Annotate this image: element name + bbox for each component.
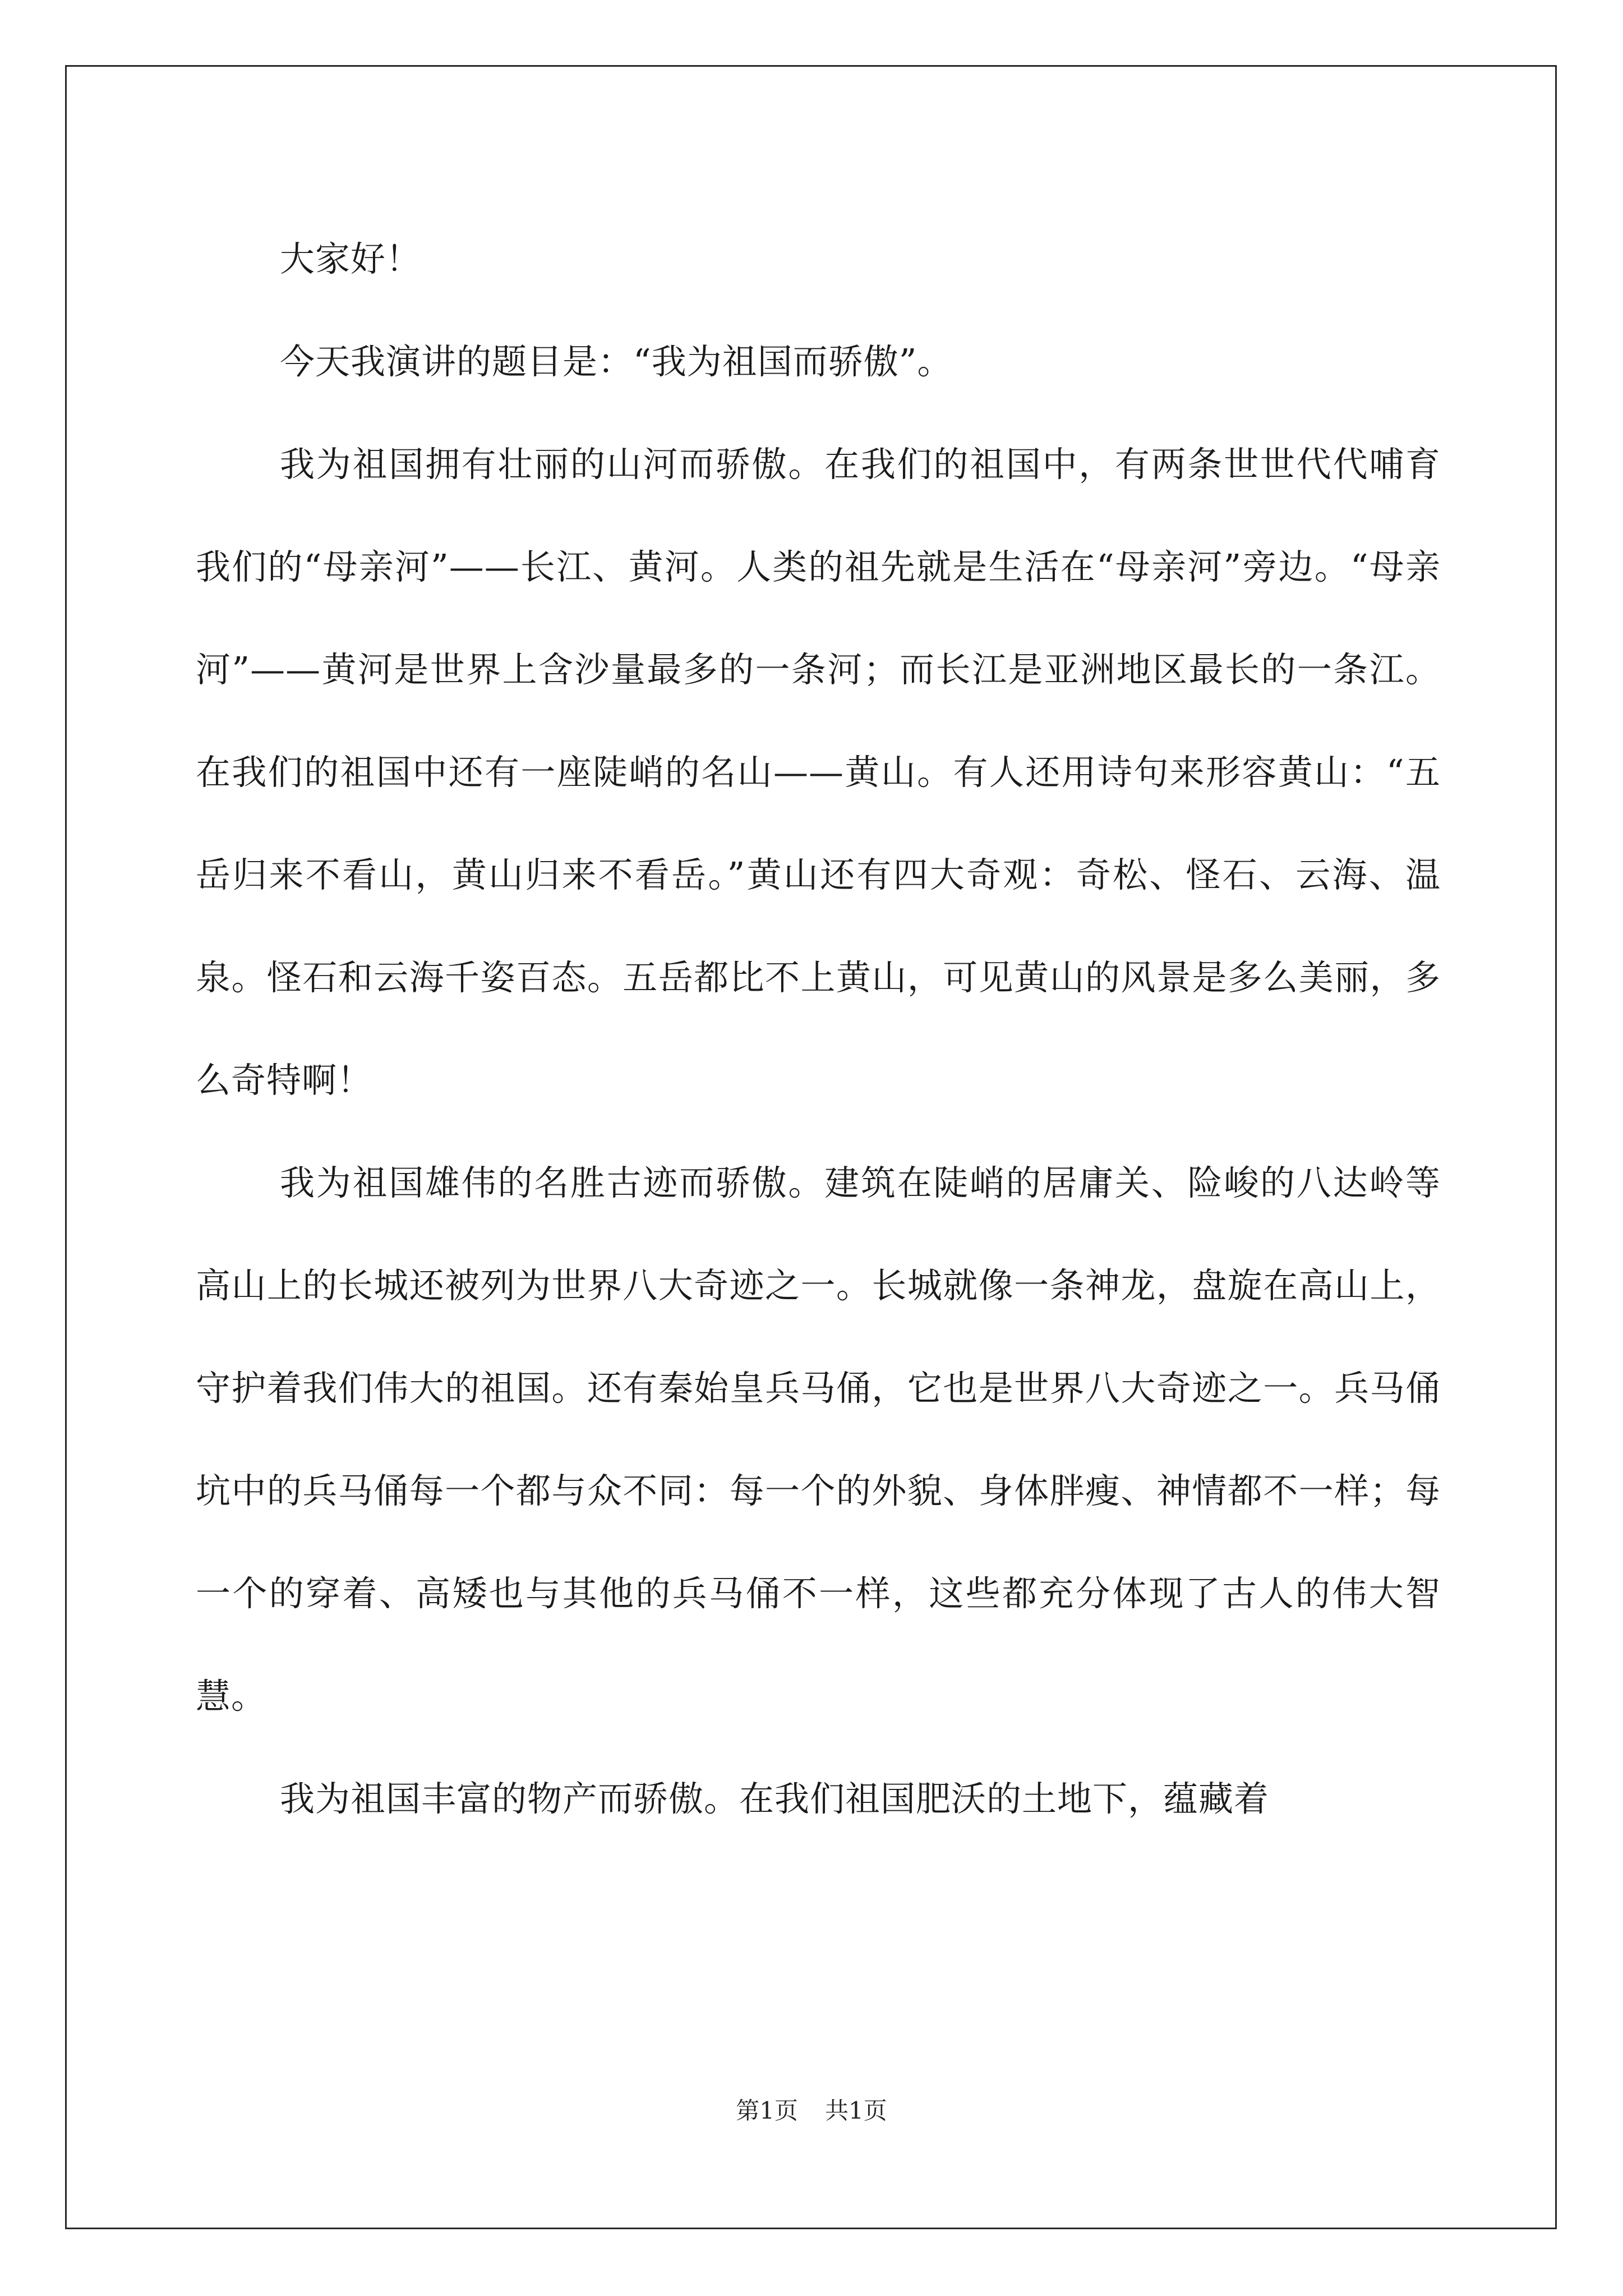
historic-sites-paragraph: 我为祖国雄伟的名胜古迹而骄傲。建筑在陡峭的居庸关、险峻的八达岭等高山上的长城还被列为世界八大奇迹之一。长城就像一条神龙，盘旋在高山上，守护着我们伟大的祖国。还有秦始皇兵马俑，它也是世界八大奇迹之一。兵马俑坑中的兵马俑每一个都与众不同：每一个的外貌、身体胖瘦、神情都不一样；每一个的穿着、高矮也与其他的兵马俑不一样，这些都充分体现了古人的伟大智慧。 xyxy=(196,1162,1441,1717)
greeting-paragraph: 大家好！ xyxy=(280,238,422,279)
topic-paragraph: 今天我演讲的题目是：“我为祖国而骄傲”。 xyxy=(280,341,953,382)
mountains-rivers-paragraph: 我为祖国拥有壮丽的山河而骄傲。在我们的祖国中，有两条世世代代哺育我们的“母亲河”——长江、黄河。人类的祖先就是生活在“母亲河”旁边。“母亲河”——黄河是世界上含沙量最多的一条河；而长江是亚洲地区最长的一条江。在我们的祖国中还有一座陡峭的名山——黄山。有人还用诗句来形容黄山：“五岳归来不看山，黄山归来不看岳。”黄山还有四大奇观：奇松、怪石、云海、温泉。怪石和云海千姿百态。五岳都比不上黄山，可见黄山的风景是多么美丽，多么奇特啊！ xyxy=(196,444,1441,1101)
document-body xyxy=(196,208,1441,1850)
resources-paragraph: 我为祖国丰富的物产而骄傲。在我们祖国肥沃的土地下，蕴藏着 xyxy=(280,1778,1270,1819)
page-footer xyxy=(0,2094,1623,2128)
page-number-total: 共1页 xyxy=(825,2097,887,2124)
page-number-current: 第1页 xyxy=(736,2097,798,2124)
